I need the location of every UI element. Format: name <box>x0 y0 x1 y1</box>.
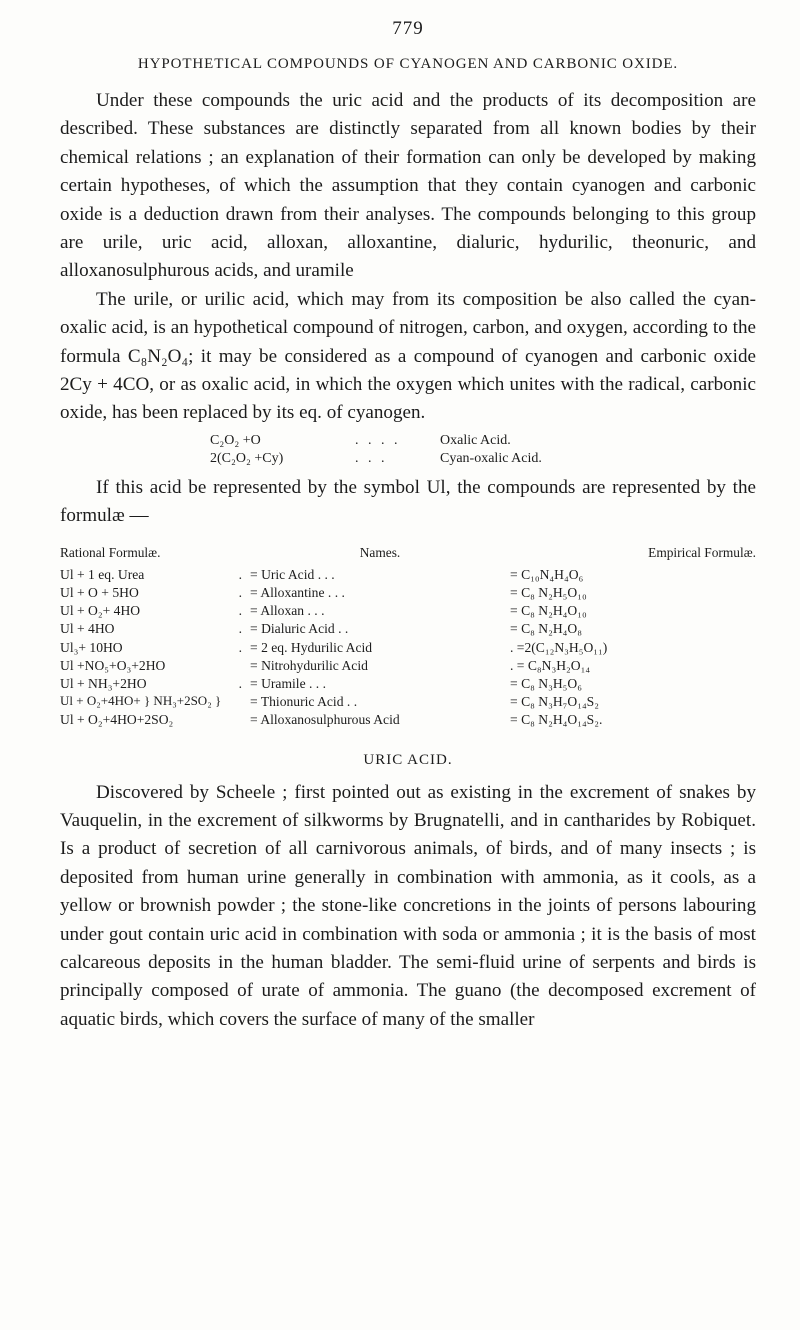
table-row <box>60 566 756 584</box>
header-names: Names. <box>359 544 401 560</box>
compound-name: = Nitrohydurilic Acid <box>250 657 368 673</box>
rational-formula: Ul + NH₃+2HO . <box>60 675 242 691</box>
table-row <box>60 675 756 693</box>
leader-dots: . . . <box>355 450 388 466</box>
urile-text-after: ; it may be considered as a compound of cyanogen and carbonic oxide 2Cy + 4CO, or as oxalic acid, in which the oxygen which unites with the radical, carbonic oxide, has been replaced by its eq. of cyanogen. <box>60 345 756 424</box>
rational-formula: Ul +NO₅+O₃+2HO <box>60 657 166 673</box>
equation-row <box>210 432 756 450</box>
table-row <box>60 620 756 638</box>
page-number: 779 <box>392 18 424 39</box>
table-row <box>60 584 756 602</box>
rational-formula: Ul + O₂+4HO+ } NH₃+2SO₂ } <box>60 693 222 709</box>
rational-formula: Ul + O₂+4HO+2SO₂ <box>60 712 174 728</box>
header-empirical: Empirical Formulæ. <box>648 544 756 560</box>
formulae-table <box>60 545 756 730</box>
urile-text-before: The urile, or urilic acid, which may from its composition be also called the cyan-oxalic acid, is an hypothetical compound of nitrogen, carbon, and oxygen, according to the formula <box>60 288 756 367</box>
table-header-row <box>60 545 756 566</box>
compound-name: = 2 eq. Hydurilic Acid <box>250 639 373 655</box>
urile-formula: C₈N₂O₄ <box>127 345 189 367</box>
equation-row <box>210 450 756 468</box>
empirical-formula: = C₈ N₃H₅O₆ <box>510 675 582 691</box>
table-row <box>60 657 756 675</box>
symbol-paragraph: If this acid be represented by the symbol Ul, the compounds are represented by the formulæ — <box>60 476 756 527</box>
oxalic-equations <box>210 432 756 468</box>
empirical-formula: = C₈ N₂H₄O₁₄S₂. <box>510 712 603 728</box>
empirical-formula: = C₁₀N₄H₄O₆ <box>510 566 584 582</box>
rational-formula: Ul + O + 5HO . <box>60 584 242 600</box>
empirical-formula: = C₈ N₂H₄O₈ <box>510 621 582 637</box>
rational-formula: Ul + 1 eq. Urea . <box>60 566 242 582</box>
empirical-formula: = C₈ N₂H₄O₁₀ <box>510 603 587 619</box>
compound-name: = Alloxanosulphurous Acid <box>250 712 400 728</box>
equation-name: Cyan-oxalic Acid. <box>440 450 542 466</box>
table-row <box>60 693 756 711</box>
rational-formula: Ul₃+ 10HO . <box>60 639 242 655</box>
table-row <box>60 711 756 729</box>
uric-acid-heading: URIC ACID. <box>363 751 453 768</box>
empirical-formula: . = C₈N₃H₂O₁₄ <box>510 657 591 673</box>
header-rational: Rational Formulæ. <box>60 544 161 560</box>
intro-paragraph: Under these compounds the uric acid and the products of its decomposition are described. These substances are distinctly separated from all known bodies by their chemical relations ; an explanation of their formation can only be developed by making certain hypotheses, of which the assumption that they contain cyanogen and carbonic oxide is a deduction drawn from their analyses. The compounds belonging to this group are urile, uric acid, alloxan, alloxantine, dialuric, hydurilic, theonuric, and alloxanosulphurous acids, and uramile <box>60 90 756 282</box>
table-row <box>60 602 756 620</box>
equation-formula: 2(C₂O₂ +Cy) <box>210 450 284 466</box>
empirical-formula: . =2(C₁₂N₃H₅O₁₁) <box>510 639 608 655</box>
equation-name: Oxalic Acid. <box>440 432 511 448</box>
book-page <box>60 18 756 1034</box>
urile-paragraph <box>60 286 756 428</box>
leader-dots: . . . . <box>355 432 401 448</box>
rational-formula: Ul + 4HO . <box>60 621 242 637</box>
compound-name: = Uric Acid . . . <box>250 566 335 582</box>
empirical-formula: = C₈ N₂H₅O₁₀ <box>510 584 587 600</box>
rational-formula: Ul + O₂+ 4HO . <box>60 603 242 619</box>
compound-name: = Thionuric Acid . . <box>250 694 358 710</box>
compound-name: = Alloxantine . . . <box>250 584 345 600</box>
uric-acid-paragraph: Discovered by Scheele ; first pointed out as existing in the excrement of snakes by Vauquelin, in the excrement of silkworms by Brugnatelli, and in cantharides by Robiquet. Is a product of secretion of all carnivorous animals, of birds, and of many insects ; is deposited from human urine generally in combination with ammonia, as it cools, as a yellow or brownish powder ; the stone-like concretions in the joints of persons labouring under gout contain uric acid in combination with soda or ammonia ; it is the basis of most calcareous deposits in the human bladder. The semi-fluid urine of serpents and birds is principally composed of urate of ammonia. The guano (the decomposed excrement of aquatic birds, which covers the surface of many of the smaller <box>60 781 756 1030</box>
table-row <box>60 639 756 657</box>
compound-name: = Dialuric Acid . . <box>250 621 349 637</box>
section-heading: HYPOTHETICAL COMPOUNDS OF CYANOGEN AND CARBONIC OXIDE. <box>137 56 679 72</box>
empirical-formula: = C₈ N₃H₇O₁₄S₂ <box>510 694 599 710</box>
compound-name: = Uramile . . . <box>250 675 326 691</box>
compound-name: = Alloxan . . . <box>250 603 325 619</box>
equation-formula: C₂O₂ +O <box>210 432 261 448</box>
